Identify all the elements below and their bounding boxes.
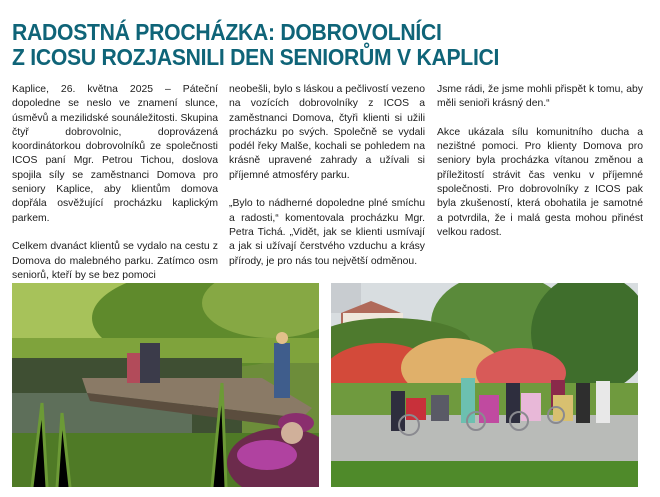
article-title-line-2: Z ICOSU ROZJASNILI DEN SENIORŮM V KAPLICI [12,44,500,70]
paragraph: Celkem dvanáct klientů se vydalo na cestu z Domova do malebného parku. Zatímco osm seniorů, kteří by se bez pomoci [12,241,218,281]
photo-group-rhododendrons-image [331,283,638,487]
paragraph: Jsme rádi, že jsme mohli přispět k tomu, aby měli senioři krásný den.“ [437,84,643,110]
paragraph: neobešli, bylo s láskou a pečlivostí vezeno na vozících dobrovolníky z ICOS a zaměstnanci Domova, čtyři klienti si užili procházku po svých. Společně se vydali podél řeky Malše, kochali se pohledem na krásně upravené zahrady a užívali si příjemné atmosféry parku. [229,84,425,181]
paragraph: Kaplice, 26. května 2025 – Páteční dopoledne se neslo ve znamení slunce, úsměvů a mezilidské sounáležitosti. Skupina čtyř dobrovolnic, doprovázená koordinátorkou dobrovolníků ze společnosti ICOS paní Mgr. Petrou Tichou, doslova spojila síly se zaměstnanci Domova pro seniory Kaplice, aby klientům domova dopřála osvěžující procházku kaplickým parkem. [12,84,218,224]
article-column-3 [437,83,643,255]
article-column-2 [229,83,425,283]
paragraph: „Bylo to nádherné dopoledne plné smíchu a radosti,“ komentovala procházku Mgr. Petra Tichá. „Vidět, jak se klienti usmívají a jak si užívají čerstvého vzduchu a krásy přírody, je pro nás tou největší odměnou. [229,198,425,267]
paragraph: Akce ukázala sílu komunitního ducha a nezištné pomoci. Pro klienty Domova pro seniory byla procházka vítanou změnou a příležitostí strávit čas venku v příjemné společnosti. Pro dobrovolníky z ICOS pak byla zkušeností, která obohatila je samotné a potvrdila, že i malá gesta mohou přinést velkou radost. [437,126,643,238]
photo-pond-pier [12,283,319,487]
article-title [12,20,601,70]
article-column-1 [12,83,218,297]
photo-pond-pier-image [12,283,319,487]
article-title-line-1: RADOSTNÁ PROCHÁZKA: DOBROVOLNÍCI [12,19,442,45]
photo-group-rhododendrons [331,283,638,487]
